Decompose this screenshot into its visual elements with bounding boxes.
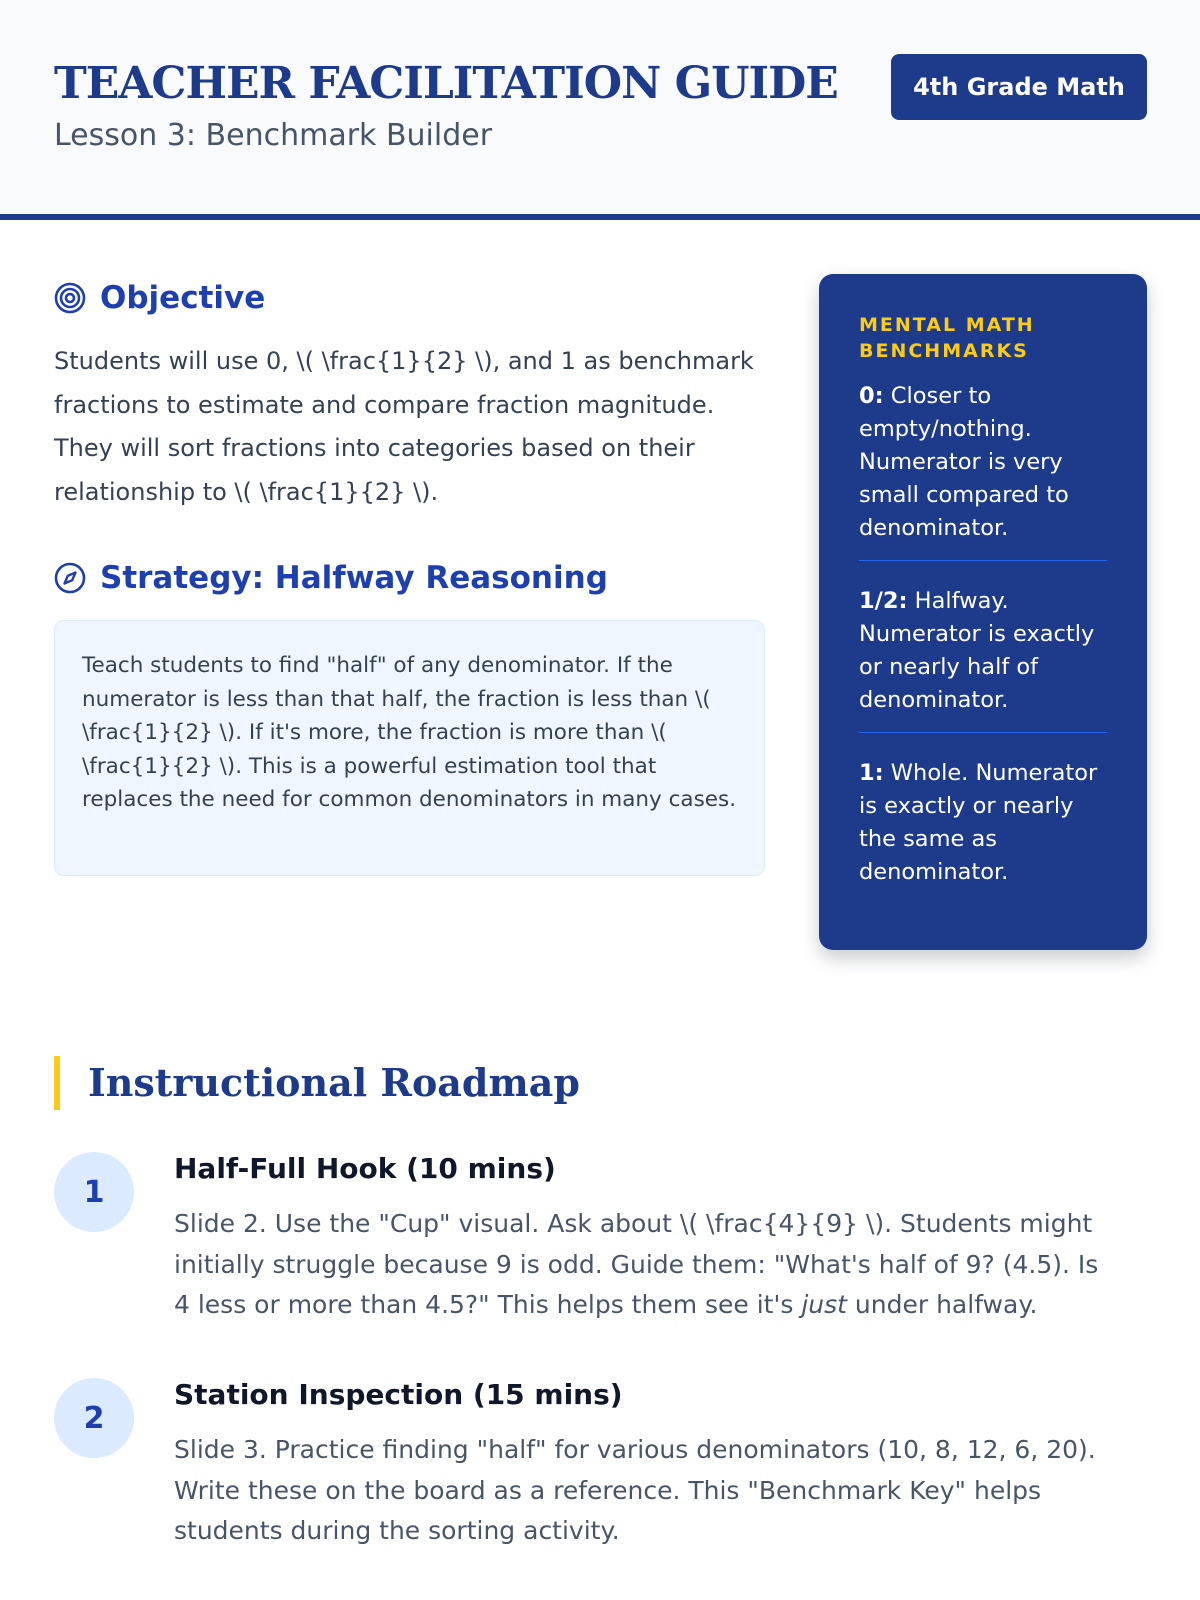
page-title: TEACHER FACILITATION GUIDE (54, 58, 838, 109)
objective-heading (54, 280, 265, 316)
benchmark-item-one (859, 757, 1107, 904)
compass-icon (54, 562, 86, 594)
page-subtitle: Lesson 3: Benchmark Builder (54, 118, 493, 153)
benchmark-item-zero (859, 380, 1107, 561)
grade-badge: 4th Grade Math (891, 54, 1147, 120)
step-number: 1 (54, 1152, 134, 1232)
benchmark-item-half (859, 585, 1107, 733)
benchmarks-card (819, 274, 1147, 950)
benchmark-text: Closer to empty/nothing. Numerator is very small compared to denominator. (859, 383, 1069, 541)
step-description-text: Slide 2. Use the "Cup" visual. Ask about \( \frac{4}{9} \). Students might initially struggle because 9 is odd. Guide them: "What's half of 9? (4.5). Is 4 less or more than 4.5?" This helps them see it's (174, 1209, 1099, 1319)
step-title: Half-Full Hook (10 mins) (174, 1152, 556, 1185)
strategy-heading (54, 560, 608, 596)
strategy-callout: Teach students to find "half" of any denominator. If the numerator is less than that half, the fraction is less than \( \frac{1}{2} \). If it's more, the fraction is more than \( \frac{1}{2} \). This is a powerful estimation tool that replaces the need for common denominators in many cases. (54, 620, 765, 876)
step-description (174, 1204, 1114, 1326)
benchmark-label: 1/2: (859, 588, 908, 614)
benchmark-text: Halfway. Numerator is exactly or nearly half of denominator. (859, 588, 1095, 713)
target-icon (54, 282, 86, 314)
objective-heading-label: Objective (100, 280, 266, 316)
benchmark-label: 0: (859, 383, 884, 409)
step-description-text: under halfway. (846, 1290, 1038, 1319)
objective-text: Students will use 0, \( \frac{1}{2} \), and 1 as benchmark fractions to estimate and compare fraction magnitude. They will sort fractions into categories based on their relationship to \( \frac{1}{2} \). (54, 347, 754, 506)
benchmark-label: 1: (859, 760, 884, 786)
roadmap-heading: Instructional Roadmap (54, 1056, 580, 1110)
step-number: 2 (54, 1378, 134, 1458)
benchmark-text: Whole. Numerator is exactly or nearly the same as denominator. (859, 760, 1098, 885)
step-description: Slide 3. Practice finding "half" for various denominators (10, 8, 12, 6, 20). Write these on the board as a reference. This "Benchmark Key" helps students during the sorting activity. (174, 1435, 1096, 1545)
page-header (0, 0, 1200, 220)
step-description-emphasis: just (801, 1290, 847, 1319)
step-title: Station Inspection (15 mins) (174, 1378, 623, 1411)
benchmarks-title: MENTAL MATH BENCHMARKS (859, 314, 1035, 362)
strategy-heading-label: Strategy: Halfway Reasoning (100, 560, 608, 596)
